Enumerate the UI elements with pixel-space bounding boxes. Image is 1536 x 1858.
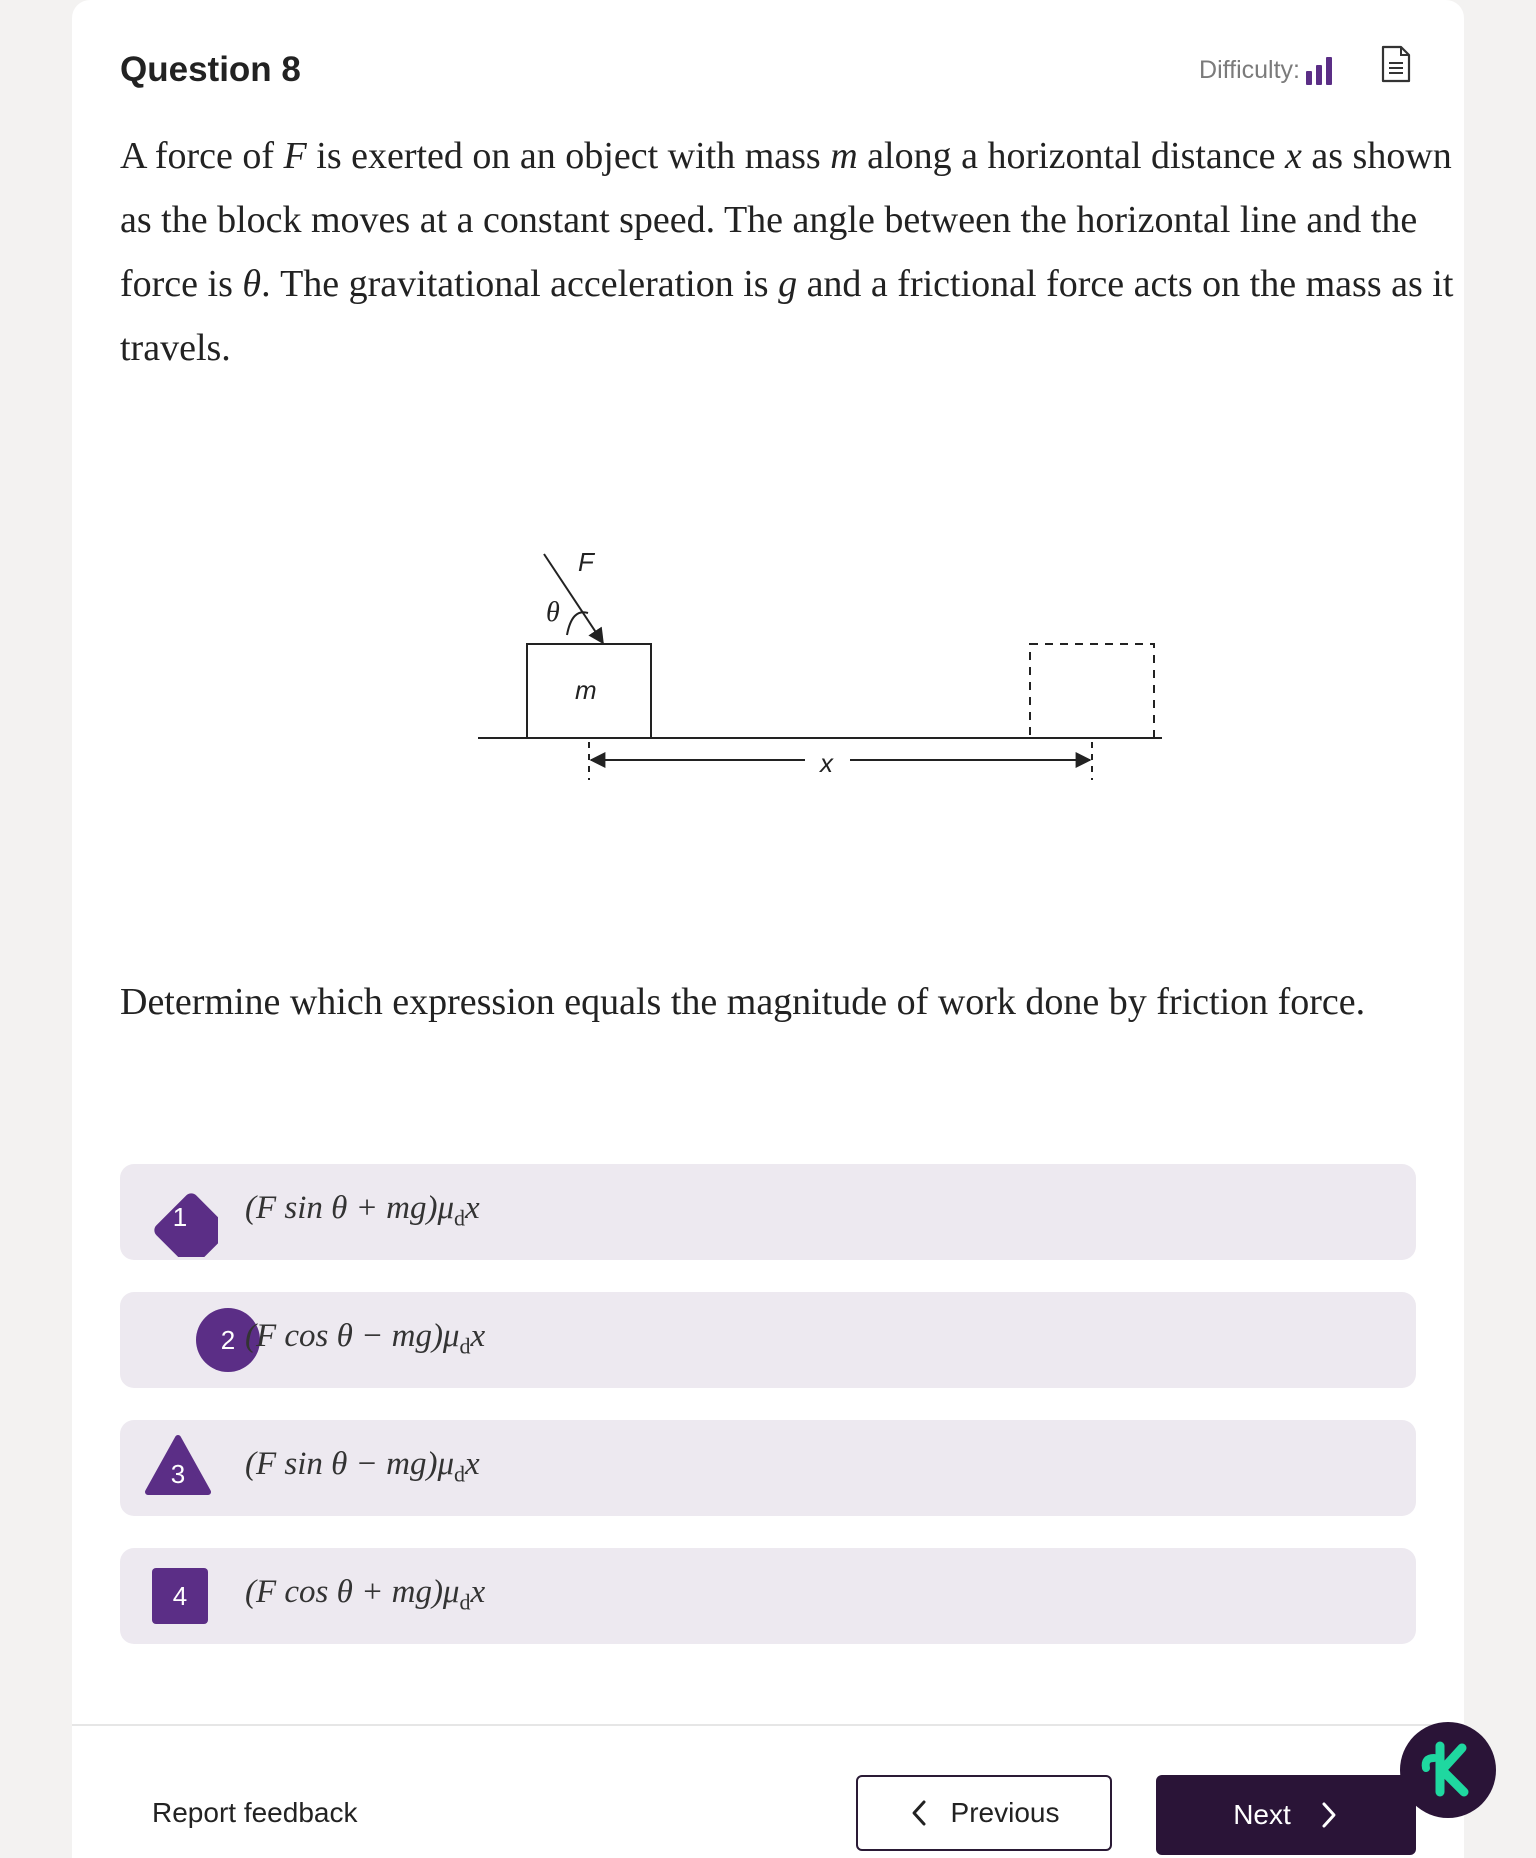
triangle-marker-icon (144, 1434, 212, 1496)
choice-expression (245, 1574, 485, 1616)
expression-tail: x (470, 1318, 486, 1354)
mass-label: m (575, 675, 597, 705)
ghost-block (1030, 644, 1154, 738)
footer-divider (72, 1724, 1464, 1726)
document-icon[interactable] (1380, 44, 1412, 89)
expression-subscript: d (459, 1589, 471, 1615)
expression-main: (F sin θ − mg)μ (245, 1446, 455, 1482)
difficulty-label: Difficulty: (1199, 56, 1300, 84)
expression-main: (F sin θ + mg)μ (245, 1190, 455, 1226)
choice-number: 2 (220, 1324, 236, 1355)
previous-label: Previous (950, 1797, 1060, 1828)
choice-number: 3 (170, 1458, 186, 1489)
expression-main: (F cos θ + mg)μ (245, 1574, 460, 1610)
choice-expression (245, 1446, 480, 1488)
next-label: Next (1233, 1799, 1291, 1830)
next-button[interactable] (1156, 1775, 1416, 1855)
force-diagram (402, 540, 1162, 800)
force-label: F (578, 547, 594, 577)
difficulty-indicator (1199, 56, 1336, 85)
difficulty-bars-icon (1306, 57, 1336, 85)
expression-subscript: d (454, 1205, 466, 1231)
question-text-segment: as shown as the block moves at a constant speed. The angle between the horizontal line and the force is (120, 135, 1452, 305)
question-text-segment: and a frictional force acts on the mass as it travels. (120, 263, 1454, 369)
answer-choice-3[interactable] (120, 1420, 1416, 1516)
answer-choice-1[interactable] (120, 1164, 1416, 1260)
question-var-m: m (830, 135, 858, 177)
diamond-marker-icon (146, 1186, 200, 1240)
chevron-right-icon (1319, 1801, 1339, 1829)
previous-button[interactable] (856, 1775, 1112, 1851)
answer-choice-2[interactable] (120, 1292, 1416, 1388)
expression-subscript: d (454, 1461, 466, 1487)
choice-expression (245, 1318, 485, 1360)
square-marker-icon (152, 1568, 208, 1624)
choice-number: 4 (172, 1580, 188, 1611)
report-feedback-link[interactable]: Report feedback (152, 1797, 358, 1828)
prompt-text: Determine which expression equals the magnitude of work done by friction force. (120, 981, 1366, 1023)
expression-tail: x (465, 1446, 480, 1482)
expression-tail: x (465, 1190, 480, 1226)
chevron-left-icon (909, 1799, 929, 1827)
choice-number: 1 (172, 1201, 188, 1232)
choice-expression (245, 1190, 480, 1232)
question-text-segment: along a horizontal distance (857, 135, 1286, 177)
question-title: Question 8 (120, 50, 301, 89)
question-var-f: F (283, 135, 307, 177)
question-text-segment: A force of (120, 135, 284, 177)
question-var-x: x (1285, 135, 1302, 177)
answer-choice-4[interactable] (120, 1548, 1416, 1644)
angle-label: θ (546, 597, 560, 628)
distance-label: x (820, 748, 833, 778)
question-var-theta: θ (242, 263, 262, 305)
question-card (72, 0, 1464, 1858)
question-text-segment: . The gravitational acceleration is (261, 263, 779, 305)
expression-subscript: d (459, 1333, 471, 1359)
expression-main: (F cos θ − mg)μ (245, 1318, 460, 1354)
question-var-g: g (778, 263, 798, 305)
question-text (120, 124, 1480, 380)
brand-logo-icon[interactable] (1400, 1722, 1496, 1818)
question-text-segment: is exerted on an object with mass (306, 135, 831, 177)
expression-tail: x (470, 1574, 486, 1610)
